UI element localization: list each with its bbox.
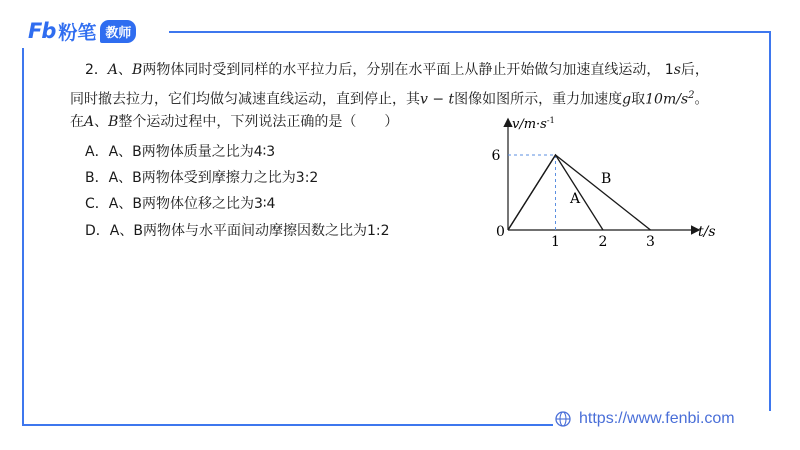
origin-label: 0 bbox=[496, 224, 505, 240]
vt-graph bbox=[470, 108, 730, 248]
question-text: 。 bbox=[694, 91, 709, 108]
var-B: B bbox=[108, 114, 119, 130]
frame-left-border bbox=[22, 48, 24, 425]
question-text: 后， bbox=[680, 62, 709, 78]
sep: 、 bbox=[118, 62, 133, 78]
question-text: 同时撤去拉力，它们均做匀减速直线运动，直到停止，其 bbox=[70, 91, 420, 108]
var-A: A bbox=[84, 114, 95, 130]
x-tick-label-2: 2 bbox=[598, 234, 608, 248]
y-tick-label-6: 6 bbox=[491, 148, 501, 164]
var-A: A bbox=[107, 62, 119, 78]
sep: 、 bbox=[94, 114, 109, 130]
time-unit: s bbox=[673, 62, 681, 78]
question-line-2 bbox=[70, 86, 709, 110]
option-c[interactable]: C．A、B两物体位移之比为3∶4 bbox=[85, 196, 276, 212]
question-text: 取 bbox=[631, 91, 646, 108]
logo-mark: Fb bbox=[28, 19, 56, 43]
fenbi-logo bbox=[28, 18, 136, 44]
question-text: 两物体同时受到同样的水平拉力后，分别在水平面上从静止开始做匀加速直线运动， bbox=[142, 62, 661, 78]
question-text: 整个运动过程中，下列说法正确的是（ ） bbox=[118, 114, 399, 130]
x-axis-label: t/s bbox=[698, 224, 716, 240]
x-tick-label-1: 1 bbox=[551, 234, 560, 248]
logo-badge: 教师 bbox=[100, 20, 136, 43]
frame-bottom-border bbox=[22, 424, 553, 426]
option-b[interactable]: B．A、B两物体受到摩擦力之比为3:2 bbox=[85, 170, 319, 186]
frame-top-border bbox=[169, 31, 770, 33]
x-tick-label-3: 3 bbox=[646, 234, 655, 248]
series-label-a: A bbox=[570, 191, 581, 207]
question-line-3 bbox=[70, 112, 398, 132]
series-label-b: B bbox=[601, 171, 612, 187]
time-value: 1 bbox=[664, 62, 674, 78]
url-text[interactable]: https://www.fenbi.com bbox=[579, 410, 735, 427]
question-text: 在 bbox=[70, 114, 84, 130]
var-B: B bbox=[132, 62, 143, 78]
gravity-value: 10m/s bbox=[645, 91, 689, 108]
option-a[interactable]: A．A、B两物体质量之比为4∶3 bbox=[85, 144, 276, 160]
question-line-1 bbox=[85, 60, 709, 80]
option-d[interactable]: D．A、B两物体与水平面间动摩擦因数之比为1:2 bbox=[85, 223, 390, 239]
question-number: 2． bbox=[85, 62, 108, 78]
var-g: g bbox=[622, 91, 632, 108]
y-axis-label: $v/m\cdot s^{-1}$ bbox=[512, 116, 555, 132]
question-text: 图像如图所示，重力加速度 bbox=[454, 91, 623, 108]
footer-url[interactable] bbox=[555, 410, 735, 428]
exponent: 2 bbox=[688, 90, 695, 101]
vt-notation: v − t bbox=[420, 91, 455, 108]
frame-right-border bbox=[769, 31, 771, 411]
globe-icon bbox=[555, 411, 571, 427]
logo-brand-name: 粉笔 bbox=[58, 21, 97, 44]
